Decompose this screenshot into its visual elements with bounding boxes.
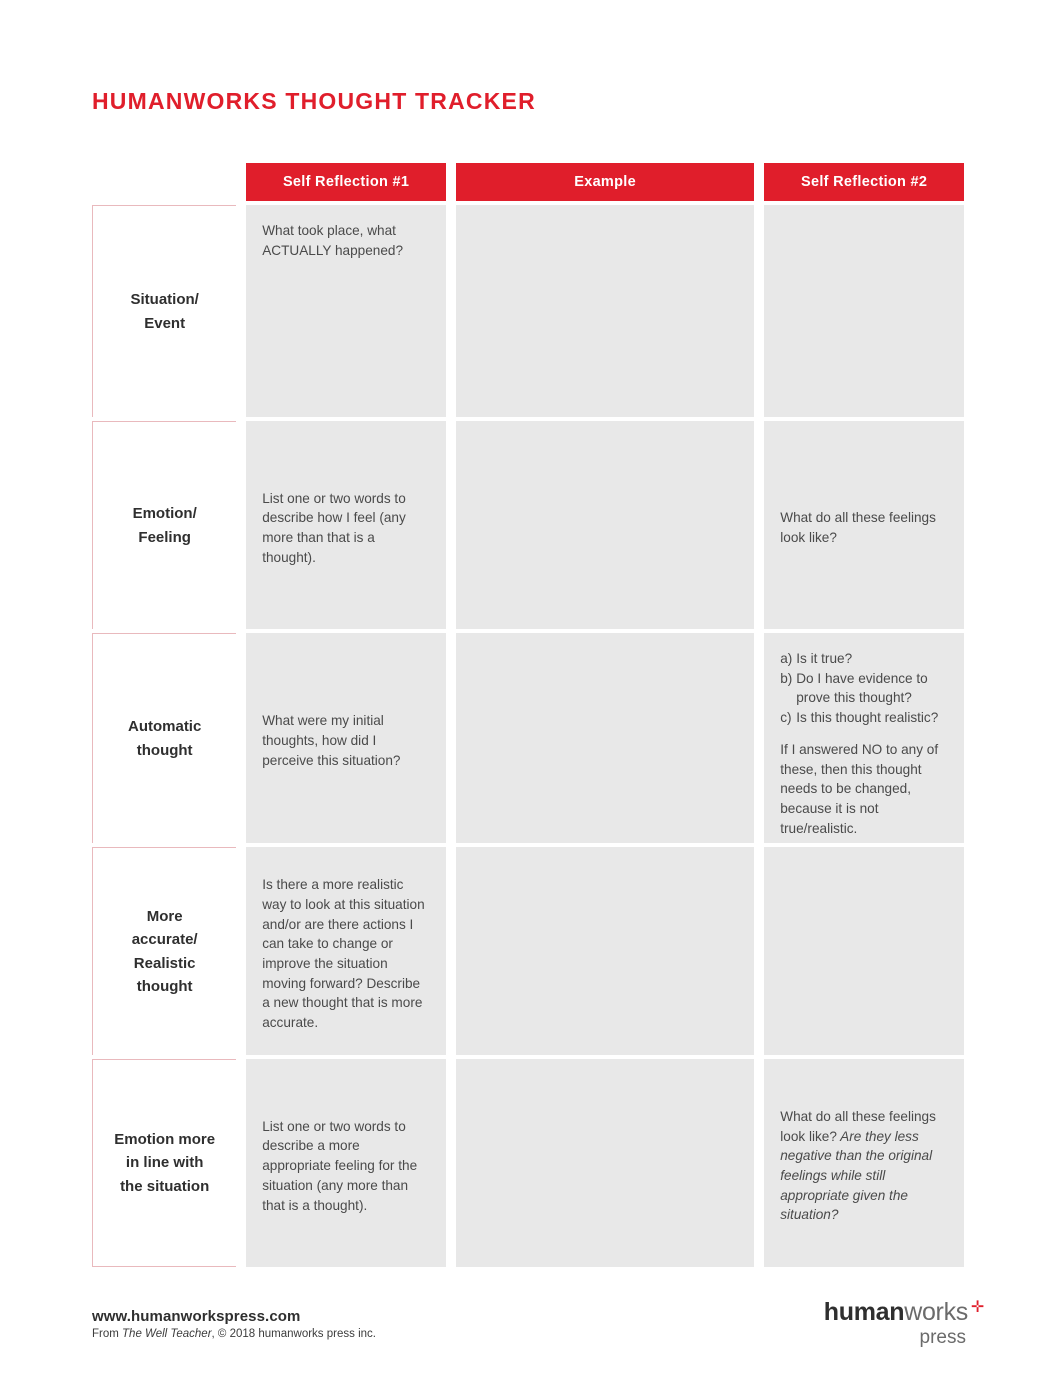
column-gap xyxy=(446,1059,456,1267)
row-label-emotion-in-line xyxy=(92,1059,236,1267)
header-self-reflection-2: Self Reflection #2 xyxy=(764,163,964,201)
item-marker: a) xyxy=(780,651,793,666)
cell-text: What were my initial thoughts, how did I perceive this situation? xyxy=(262,713,401,768)
thought-tracker-table xyxy=(92,163,964,1271)
cell-reflection2-realistic[interactable] xyxy=(764,847,964,1055)
item-text: Do I have evidence to prove this thought? xyxy=(796,670,928,706)
column-gap xyxy=(754,847,764,1055)
header-example: Example xyxy=(456,163,755,201)
credit-prefix: From xyxy=(92,1328,123,1340)
logo-human-text: human xyxy=(823,1298,905,1326)
question-item xyxy=(780,708,948,728)
column-gap xyxy=(236,205,246,417)
cell-example-emotion-in-line[interactable] xyxy=(456,1059,754,1267)
question-item xyxy=(780,649,948,669)
table-row xyxy=(92,421,964,629)
row-label-realistic-thought xyxy=(92,847,236,1055)
row-label-text: Automatic thought xyxy=(127,718,202,759)
table-row xyxy=(92,1059,964,1267)
row-label-emotion-feeling xyxy=(92,421,236,629)
column-gap xyxy=(236,421,246,629)
item-text: Is this thought realistic? xyxy=(796,710,939,726)
cell-reflection1-automatic[interactable] xyxy=(246,633,446,843)
table-row xyxy=(92,205,964,417)
cell-reflection2-emotion-in-line[interactable] xyxy=(764,1059,964,1267)
item-text: Is it true? xyxy=(796,651,853,666)
column-gap xyxy=(446,163,456,201)
cell-text: List one or two words to describe a more appropriate feeling for the situation (any more than that is a thought). xyxy=(262,1118,418,1213)
logo-press-text: press xyxy=(919,1327,966,1348)
column-gap xyxy=(754,633,764,843)
column-gap xyxy=(236,163,246,201)
row-label-text: Emotion more in line with the situation xyxy=(114,1131,216,1195)
page-title: HUMANWORKS THOUGHT TRACKER xyxy=(92,88,536,114)
cell-reflection1-emotion[interactable] xyxy=(246,421,446,629)
cell-text: Is there a more realistic way to look at this situation and/or are there actions I can take to change or improve the situation moving forward? Describe a new thought that is more accurate. xyxy=(262,877,425,1031)
footer-credit xyxy=(92,1328,376,1340)
cell-example-automatic[interactable] xyxy=(456,633,754,843)
credit-suffix: , © 2018 humanworks press inc. xyxy=(211,1328,376,1340)
table-row xyxy=(92,633,964,843)
column-gap xyxy=(754,163,764,201)
credit-book-title: The Well Teacher xyxy=(122,1328,212,1340)
cell-reflection2-situation[interactable] xyxy=(764,205,964,417)
cell-text: What took place, what ACTUALLY happened? xyxy=(262,223,404,258)
logo-wordmark xyxy=(823,1298,984,1326)
column-gap xyxy=(754,421,764,629)
table-header-row xyxy=(92,163,964,201)
column-gap xyxy=(446,421,456,629)
cell-text: List one or two words to describe how I feel (any more than that is a thought). xyxy=(262,490,406,565)
cell-example-realistic[interactable] xyxy=(456,847,754,1055)
column-gap xyxy=(754,205,764,417)
row-label-text: Situation/ Event xyxy=(130,291,199,332)
column-gap xyxy=(236,1059,246,1267)
column-gap xyxy=(446,847,456,1055)
column-gap xyxy=(236,633,246,843)
row-label-text: Emotion/ Feeling xyxy=(132,505,197,546)
question-item xyxy=(780,669,948,708)
cell-example-emotion[interactable] xyxy=(456,421,754,629)
header-self-reflection-1: Self Reflection #1 xyxy=(246,163,446,201)
table-row xyxy=(92,847,964,1055)
humanworks-press-logo xyxy=(823,1298,984,1348)
column-gap xyxy=(446,205,456,417)
logo-cross-icon: ✛ xyxy=(970,1299,984,1316)
header-blank-cell xyxy=(92,163,236,201)
column-gap xyxy=(446,633,456,843)
column-gap xyxy=(754,1059,764,1267)
item-marker: b) xyxy=(780,670,793,686)
cell-text: What do all these feelings look like? xyxy=(780,510,936,545)
cell-example-situation[interactable] xyxy=(456,205,754,417)
row-label-text: More accurate/ Realistic thought xyxy=(131,908,198,995)
cell-text-group xyxy=(780,1107,948,1225)
cell-reflection1-situation[interactable] xyxy=(246,205,446,417)
column-gap xyxy=(236,847,246,1055)
row-label-situation-event xyxy=(92,205,236,417)
cell-reflection1-realistic[interactable] xyxy=(246,847,446,1055)
cell-text-plain: What do all these feelings look like? xyxy=(780,1108,936,1144)
footer-website-url[interactable]: www.humanworkspress.com xyxy=(92,1308,301,1325)
paragraph-spacer xyxy=(780,728,948,740)
footer xyxy=(92,1308,376,1340)
cell-text-italic: Are they less negative than the original feelings while still appropriate given the situation? xyxy=(780,1128,933,1223)
row-label-automatic-thought xyxy=(92,633,236,843)
logo-works-text: works xyxy=(904,1298,968,1326)
reflection2-note: If I answered NO to any of these, then this thought needs to be changed, because it is not true/realistic. xyxy=(780,741,939,836)
cell-reflection1-emotion-in-line[interactable] xyxy=(246,1059,446,1267)
cell-reflection2-emotion[interactable] xyxy=(764,421,964,629)
cell-reflection2-automatic[interactable] xyxy=(764,633,964,843)
item-marker: c) xyxy=(780,710,792,726)
